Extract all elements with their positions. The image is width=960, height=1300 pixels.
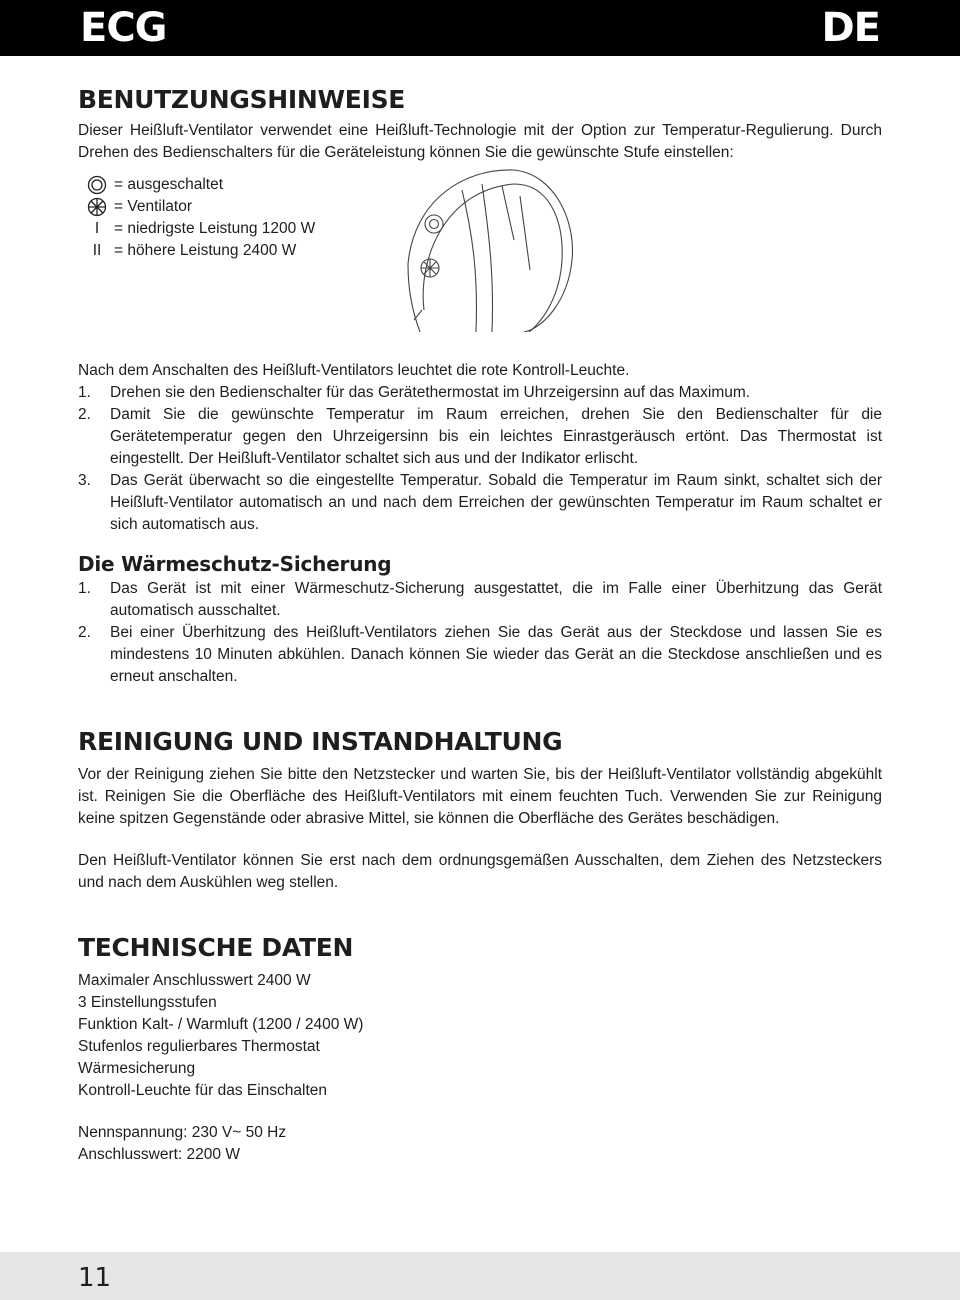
mode-row-fan (80, 196, 315, 218)
thermal-title: Die Wärmeschutz-Sicherung (78, 552, 392, 576)
step-text: Damit Sie die gewünschte Temperatur im Raum erreichen, drehen Sie den Bedienschalter für die Gerätetemperatur gegen den Uhrzeigersinn bis ein leichtes Einrastgeräusch ertönt. Das Thermostat ist eingestellt. Der Heißluft-Ventilator schaltet sich aus und der Indikator erlischt. (110, 406, 882, 467)
spec-line: Wärmesicherung (78, 1060, 196, 1077)
spec-line: 3 Einstellungsstufen (78, 994, 217, 1011)
mode-symbol: I (94, 220, 100, 237)
language-code: DE (821, 5, 880, 51)
step-number: 1. (78, 580, 91, 597)
step-number: 3. (78, 472, 91, 489)
spec-line: Kontroll-Leuchte für das Einschalten (78, 1082, 328, 1099)
step-text: Bei einer Überhitzung des Heißluft-Ventilators ziehen Sie das Gerät aus der Steckdose und lassen Sie es mindestens 10 Minuten abkühlen. Danach können Sie wieder das Gerät an die Steckdose anschließen und es erneut anschalten. (110, 624, 882, 685)
step-number: 2. (78, 406, 91, 423)
step-number: 1. (78, 384, 91, 401)
list-item (78, 470, 882, 536)
step-text: Das Gerät ist mit einer Wärmeschutz-Sicherung ausgestattet, die im Falle einer Überhitzung das Gerät automatisch ausschaltet. (110, 580, 882, 619)
mode-text: = Ventilator (114, 198, 192, 215)
mode-symbol: II (92, 242, 102, 259)
cleaning-para-2: Den Heißluft-Ventilator können Sie erst nach dem ordnungsgemäßen Ausschalten, dem Ziehen des Netzsteckers und nach dem Auskühlen weg stellen. (78, 852, 882, 891)
mode-text: = niedrigste Leistung 1200 W (114, 220, 316, 237)
power-off-circle-icon (80, 175, 114, 195)
spec-line: Nennspannung: 230 V~ 50 Hz (78, 1124, 287, 1141)
tech-title: TECHNISCHE DATEN (78, 933, 354, 962)
header-bar (0, 0, 960, 56)
fan-icon (80, 197, 114, 217)
brand-logo: ECG (80, 5, 167, 51)
step-text: Das Gerät überwacht so die eingestellte Temperatur. Sobald die Temperatur im Raum sinkt, schaltet sich der Heißluft-Ventilator automatisch an und nach dem Erreichen der gewünschten Temperatur im Raum schaltet er sich automatisch aus. (110, 472, 882, 533)
mode-text: = höhere Leistung 2400 W (114, 242, 297, 259)
spec-line: Stufenlos regulierbares Thermostat (78, 1038, 320, 1055)
page-number: 11 (78, 1263, 112, 1293)
page-content (78, 80, 882, 1166)
mode-legend (78, 174, 882, 354)
list-item (78, 404, 882, 470)
usage-title: BENUTZUNGSHINWEISE (78, 85, 406, 114)
mode-row-level-1 (80, 218, 315, 240)
after-on-text: Nach dem Anschalten des Heißluft-Ventilators leuchtet die rote Kontroll-Leuchte. (78, 362, 630, 379)
list-item (78, 382, 882, 404)
usage-steps (78, 382, 882, 536)
thermal-steps (78, 578, 882, 688)
mode-row-off (80, 174, 315, 196)
spec-line: Maximaler Anschlusswert 2400 W (78, 972, 311, 989)
spec-line: Anschlusswert: 2200 W (78, 1146, 240, 1163)
spec-line: Funktion Kalt- / Warmluft (1200 / 2400 W) (78, 1016, 364, 1033)
usage-intro: Dieser Heißluft-Ventilator verwendet eine Heißluft-Technologie mit der Option zur Temperatur-Regulierung. Durch Drehen des Bedienschalters für die Geräteleistung können Sie die gewünschte Stufe einstellen: (78, 122, 882, 161)
electrical-specs (78, 1122, 882, 1166)
mode-text: = ausgeschaltet (114, 176, 224, 193)
step-number: 2. (78, 624, 91, 641)
control-knob-illustration (404, 160, 578, 332)
list-item (78, 622, 882, 688)
cleaning-title: REINIGUNG UND INSTANDHALTUNG (78, 727, 563, 756)
step-text: Drehen sie den Bedienschalter für das Gerätethermostat im Uhrzeigersinn auf das Maximum. (110, 384, 751, 401)
list-item (78, 578, 882, 622)
footer-bar (0, 1252, 960, 1300)
mode-row-level-2 (80, 240, 315, 262)
tech-specs (78, 970, 882, 1102)
cleaning-para-1: Vor der Reinigung ziehen Sie bitte den Netzstecker und warten Sie, bis der Heißluft-Ventilator vollständig abgekühlt ist. Reinigen Sie die Oberfläche des Heißluft-Ventilators mit einem feuchten Tuch. Verwenden Sie zur Reinigung keine spitzen Gegenstände oder abrasive Mittel, sie können die Oberfläche des Gerätes beschädigen. (78, 766, 882, 827)
